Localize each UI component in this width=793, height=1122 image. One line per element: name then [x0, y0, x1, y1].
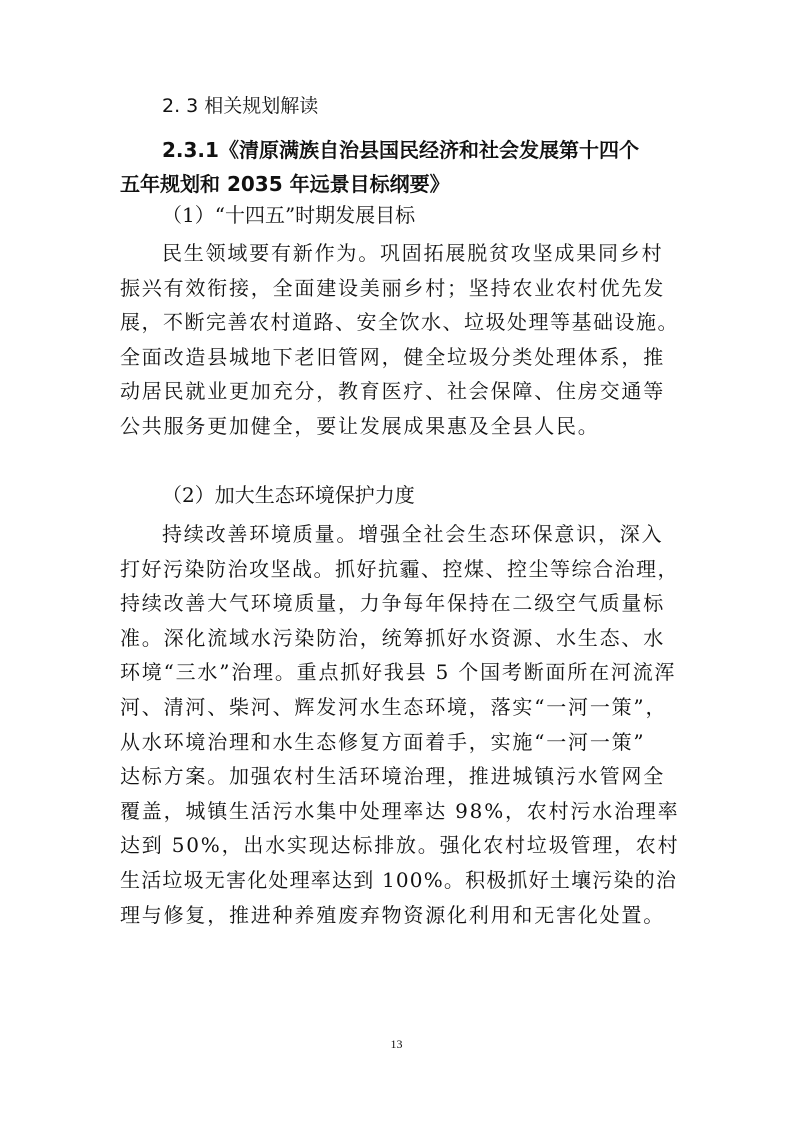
paragraph-line: 从水环境治理和水生态修复方面着手，实施“一河一策”	[120, 729, 646, 754]
paragraph-livelihood	[120, 236, 680, 444]
paragraph-line: 动居民就业更加充分，教育医疗、社会保障、住房交通等	[120, 379, 665, 404]
paragraph-line: 理与修复，推进种养殖废弃物资源化利用和无害化处置。	[120, 902, 665, 927]
paragraph-line: 民生领域要有新作为。巩固拓展脱贫攻坚成果同乡村	[162, 241, 664, 265]
paragraph-line: 生活垃圾无害化处理率达到 100%。积极抓好土壤污染的治	[120, 867, 678, 892]
paragraph-line: 河、清河、柴河、辉发河水生态环境，落实“一河一策”，	[120, 694, 668, 719]
paragraph-line: 准。深化流域水污染防治，统筹抓好水资源、水生态、水	[120, 625, 665, 650]
heading-ecological-protection-block	[120, 478, 680, 512]
paragraph-line: 振兴有效衔接，全面建设美丽乡村；坚持农业农村优先发	[120, 275, 665, 300]
heading-development-goals-block	[120, 198, 680, 232]
subsection-title-line-2: 五年规划和 2035 年远景目标纲要》	[120, 172, 450, 196]
subsection-title	[120, 133, 680, 201]
paragraph-line: 展，不断完善农村道路、安全饮水、垃圾处理等基础设施。	[120, 310, 679, 335]
paragraph-line: 公共服务更加健全，要让发展成果惠及全县人民。	[120, 413, 600, 438]
paragraph-line: 全面改造县城地下老旧管网，健全垃圾分类处理体系，推	[120, 344, 665, 369]
heading-ecological-protection: （2）加大生态环境保护力度	[162, 483, 415, 507]
subsection-title-line-1: 2.3.1《清原满族自治县国民经济和社会发展第十四个	[162, 138, 639, 162]
section-title: 2. 3 相关规划解读	[162, 95, 319, 117]
paragraph-line: 覆盖，城镇生活污水集中处理率达 98%，农村污水治理率	[120, 798, 680, 823]
paragraph-line: 持续改善环境质量。增强全社会生态环保意识，深入	[162, 522, 664, 546]
page-number: 13	[390, 1037, 403, 1051]
paragraph-environment	[120, 517, 680, 932]
heading-development-goals: （1）“十四五”时期发展目标	[162, 203, 416, 227]
paragraph-line: 环境“三水”治理。重点抓好我县 5 个国考断面所在河流浑	[120, 660, 677, 685]
paragraph-line: 持续改善大气环境质量，力争每年保持在二级空气质量标	[120, 591, 665, 616]
paragraph-line: 打好污染防治攻坚战。抓好抗霾、控煤、控尘等综合治理，	[120, 556, 679, 581]
paragraph-line: 达标方案。加强农村生活环境治理，推进城镇污水管网全	[120, 764, 665, 789]
paragraph-line: 达到 50%，出水实现达标排放。强化农村垃圾管理，农村	[120, 833, 680, 858]
